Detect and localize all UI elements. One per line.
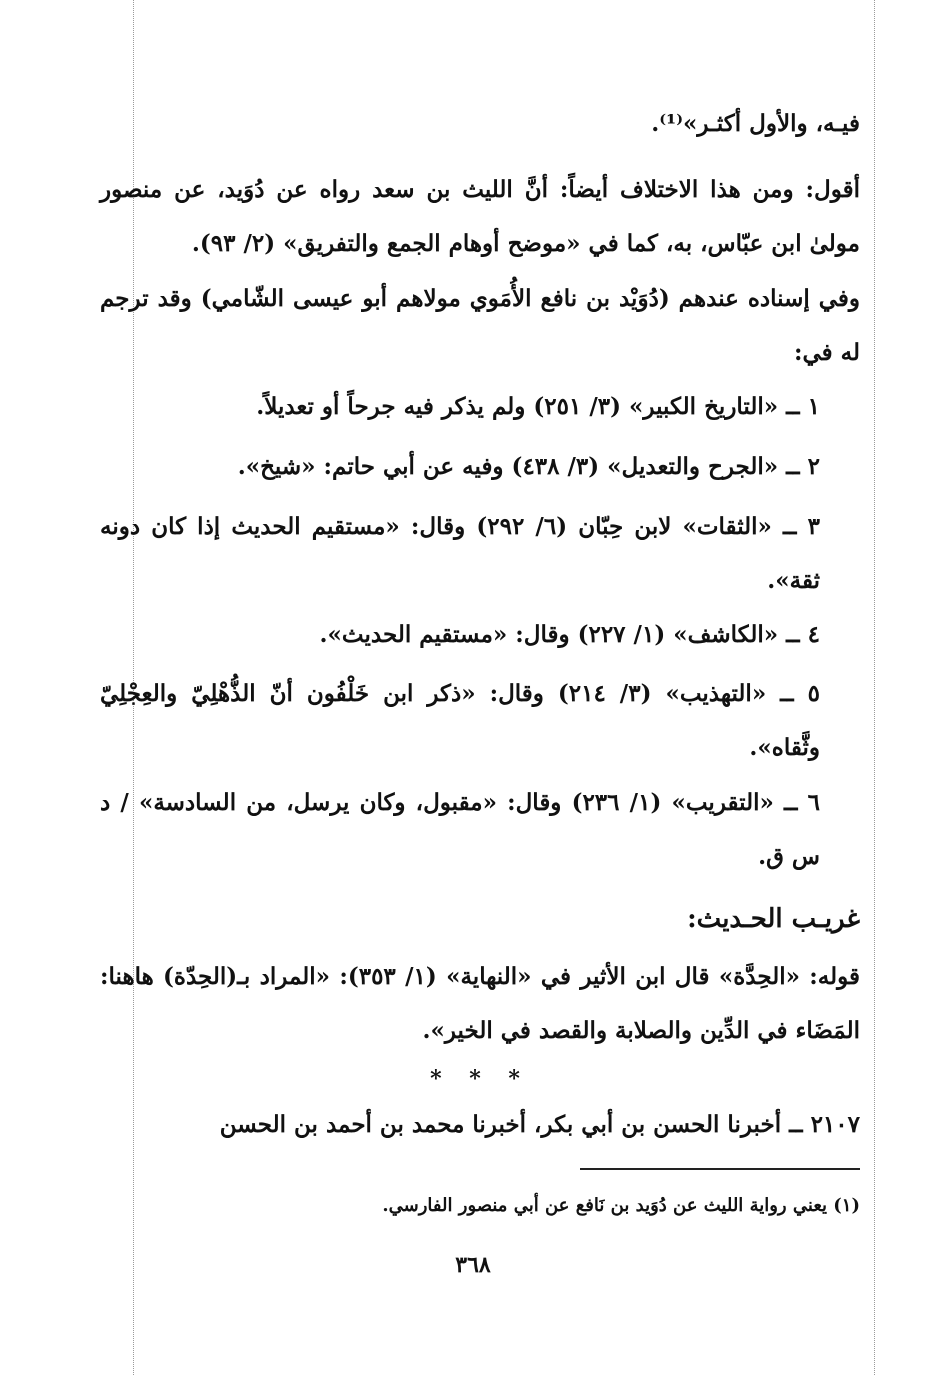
page-number: ٣٦٨ [455, 1252, 491, 1278]
list-item: ١ ــ «التاريخ الكبير» (٣/ ٢٥١) ولم يذكر فيه جرحاً أو تعديلاً. [256, 393, 820, 420]
paragraph-isnad: وفي إسناده عندهم (دُوَيْد بن نافع الأُمَوي مولاهم أبو عيسى الشّامي) وقد ترجم له في: [100, 285, 860, 366]
list-item: ٤ ــ «الكاشف» (١/ ٢٢٧) وقال: «مستقيم الحديث». [319, 621, 820, 648]
list-item: ٥ ــ «التهذيب» (٣/ ٢١٤) وقال: «ذكر ابن خَلْفُون أنّ الذُّهْلِيّ والعِجْلِيّ وثَّقاه». [100, 680, 820, 761]
paragraph-aqul: أقول: ومن هذا الاختلاف أيضاً: أنَّ الليث بن سعد رواه عن دُوَيد، عن منصور مولىٰ ابن عبّاس، به، كما في «موضح أوهام الجمع والتفريق» (٢/ ٩٣). [100, 176, 860, 257]
list-item: ٦ ــ «التقريب» (١/ ٢٣٦) وقال: «مقبول، وكان يرسل، من السادسة» / د س ق. [100, 789, 821, 870]
paragraph-continuation: فيـه، والأول أكثـر»⁽¹⁾. [651, 110, 860, 137]
list-item: ٣ ــ «الثقات» لابن حِبّان (٦/ ٢٩٢) وقال: «مستقيم الحديث إذا كان دونه ثقة». [100, 513, 820, 594]
margin-guide-right [874, 0, 875, 1375]
paragraph-gharib: قوله: «الحِدَّة» قال ابن الأثير في «النهاية» (١/ ٣٥٣): «المراد بـ(الحِدّة) هاهنا: المَضَاء في الدِّين والصلابة والقصد في الخير». [100, 963, 860, 1044]
section-heading: غريـب الحـديث: [687, 904, 860, 934]
footnote-divider [580, 1168, 860, 1170]
footnote: (١) يعني رواية الليث عن دُوَيد بن نَافع عن أبي منصور الفارسي. [382, 1195, 860, 1216]
list-item: ٢ ــ «الجرح والتعديل» (٣/ ٤٣٨) وفيه عن أبي حاتم: «شيخ». [237, 453, 820, 480]
hadith-line: ٢١٠٧ ــ أخبرنا الحسن بن أبي بكر، أخبرنا محمد بن أحمد بن الحسن [219, 1111, 860, 1138]
section-separator: * * * [430, 1066, 530, 1092]
